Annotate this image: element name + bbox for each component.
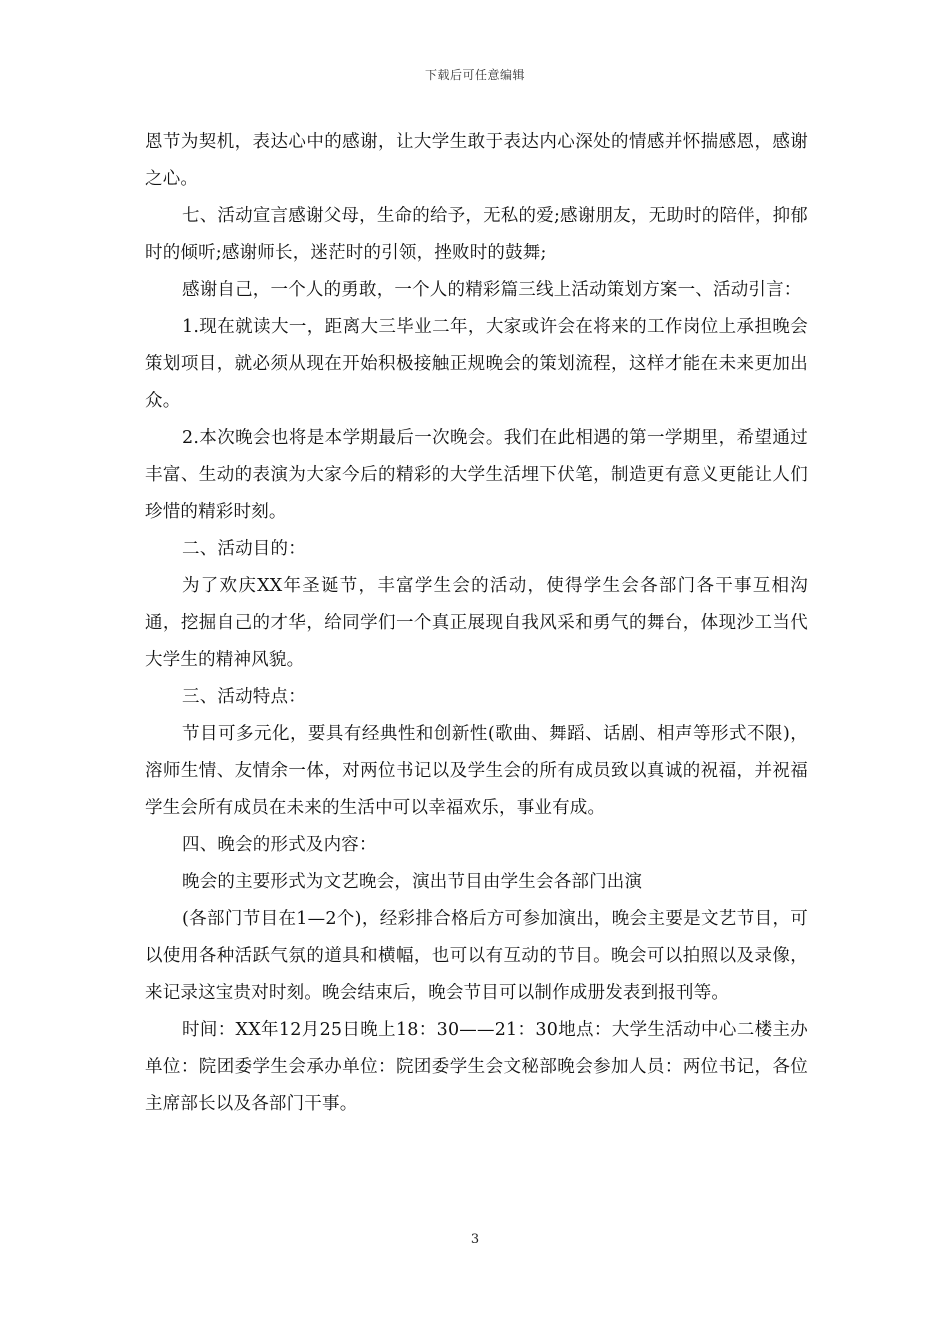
- paragraph: 恩节为契机，表达心中的感谢，让大学生敢于表达内心深处的情感并怀揣感恩，感谢之心。: [145, 132, 808, 189]
- paragraph: 感谢自己，一个人的勇敢，一个人的精彩篇三线上活动策划方案一、活动引言：: [182, 280, 802, 300]
- paragraph: 为了欢庆XX年圣诞节，丰富学生会的活动，使得学生会各部门各干事互相沟通，挖掘自己的才华，给同学们一个真正展现自我风采和勇气的舞台，体现沙工当代大学生的精神风貌。: [145, 576, 808, 670]
- paragraph: 晚会的主要形式为文艺晚会，演出节目由学生会各部门出演: [182, 872, 643, 892]
- paragraph: 2.本次晚会也将是本学期最后一次晚会。我们在此相遇的第一学期里，希望通过丰富、生动的表演为大家今后的精彩的大学生活埋下伏笔，制造更有意义更能让人们珍惜的精彩时刻。: [145, 428, 808, 522]
- paragraph: 七、活动宣言感谢父母，生命的给予，无私的爱;感谢朋友，无助时的陪伴，抑郁时的倾听;感谢师长，迷茫时的引领，挫败时的鼓舞;: [145, 206, 808, 263]
- paragraph: 时间：XX年12月25日晚上18：30——21：30地点：大学生活动中心二楼主办单位：院团委学生会承办单位：院团委学生会文秘部晚会参加人员：两位书记，各位主席部长以及各部门干事。: [145, 1020, 808, 1114]
- paragraph: 节目可多元化，要具有经典性和创新性(歌曲、舞蹈、话剧、相声等形式不限)，溶师生情、友情余一体，对两位书记以及学生会的所有成员致以真诚的祝福，并祝福学生会所有成员在未来的生活中可以幸福欢乐，事业有成。: [145, 724, 808, 818]
- page-header: 下载后可任意编辑: [424, 68, 525, 82]
- section-heading: 四、晚会的形式及内容：: [182, 835, 377, 855]
- document-body: [145, 124, 808, 1123]
- section-heading: 二、活动目的：: [182, 539, 306, 559]
- paragraph: 1.现在就读大一，距离大三毕业二年，大家或许会在将来的工作岗位上承担晚会策划项目，就必须从现在开始积极接触正规晚会的策划流程，这样才能在未来更加出众。: [145, 317, 808, 411]
- page-number: 3: [470, 1232, 480, 1247]
- paragraph: (各部门节目在1—2个)，经彩排合格后方可参加演出，晚会主要是文艺节目，可以使用各种活跃气氛的道具和横幅，也可以有互动的节目。晚会可以拍照以及录像，来记录这宝贵对时刻。晚会结束后，晚会节目可以制作成册发表到报刊等。: [145, 909, 808, 1003]
- section-heading: 三、活动特点：: [182, 687, 306, 707]
